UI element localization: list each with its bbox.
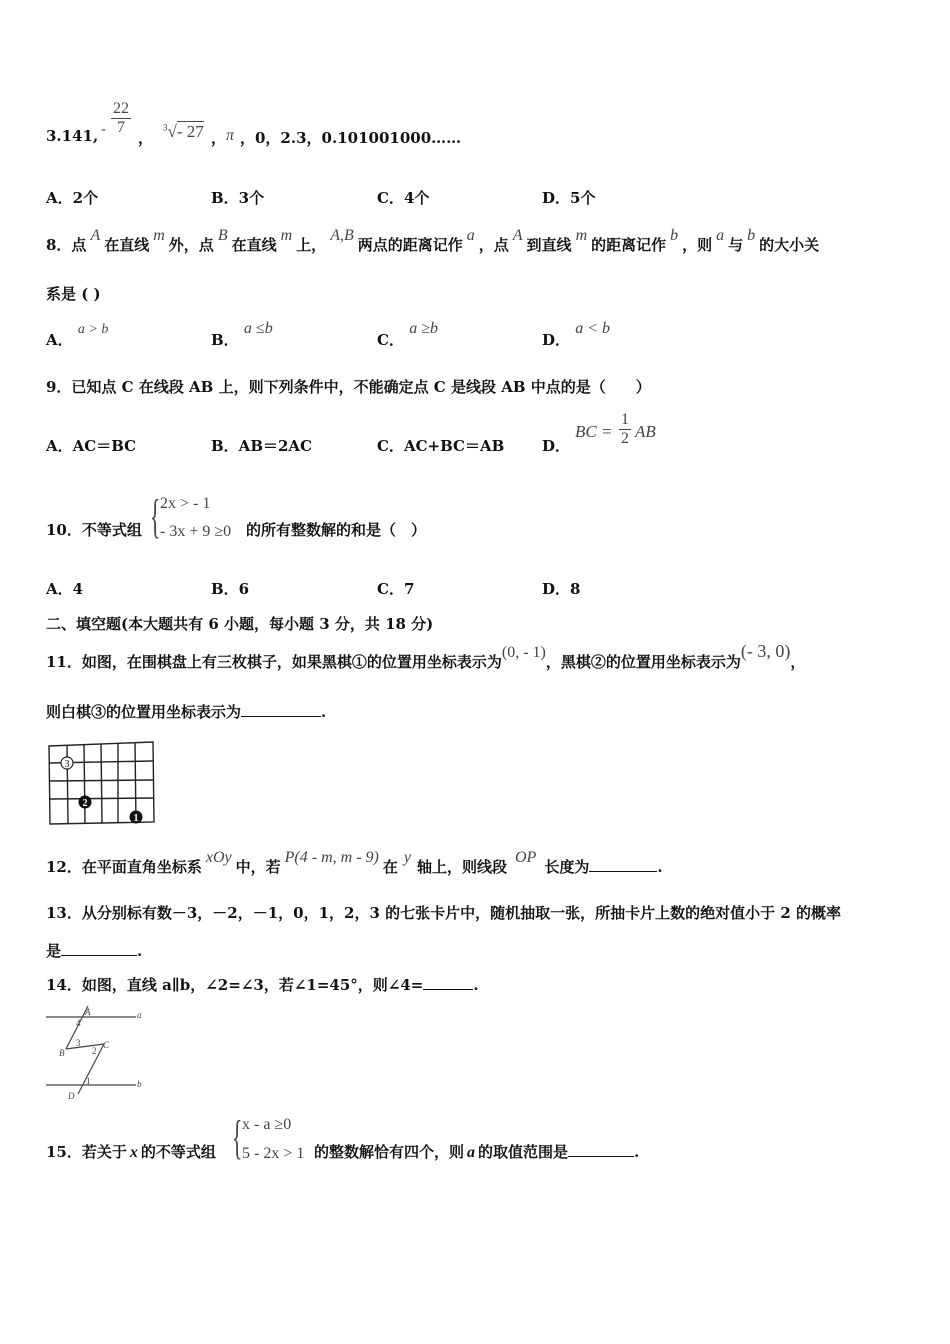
q8-option-b-label: B． [211,331,239,349]
q8-text-segment: 外，点 [168,236,214,254]
q13-line2 [46,940,142,961]
q8-math-symbol: a [716,227,725,244]
q7-minus: - [101,120,107,138]
q12-end: . [657,858,663,876]
q13-end: . [137,942,143,960]
q8-option-c [377,320,438,350]
q15-suffix1: 的整数解恰有四个，则 [314,1143,465,1161]
q7-option-a: A．2个 [46,189,99,207]
label-line-a: a [137,1010,142,1020]
q9-option-d [542,435,570,456]
q7-root-index: 3 [163,122,168,133]
q9-option-d-label: D． [542,437,571,455]
q15-suffix-line [314,1141,639,1162]
q7-option-d: D．5个 [542,189,596,207]
q10-prefix: 10．不等式组 [46,521,142,539]
label-angle-4: 4 [76,1018,81,1028]
q8-option-d-label: D． [542,331,571,349]
q9-d-rhs: AB [635,422,656,441]
q12-axis: y [403,849,411,866]
q10-suffix: 的所有整数解的和是（ ） [246,521,427,539]
q15-param: a [467,1144,476,1161]
q7-option-c: C．4个 [377,189,430,207]
q7-fraction [111,100,131,137]
q9-d-num: 1 [621,411,629,428]
q10-option-c: C．7 [377,580,415,598]
q15-prefix: 15．若关于 [46,1143,127,1161]
q11-coord2: (- 3, 0) [740,641,791,661]
q11-line1 [46,641,806,672]
q12-part4: 轴上，则线段 [416,858,507,876]
q10-option-b: B．6 [211,580,250,598]
q8-math-symbol: m [280,227,293,244]
q8-text-segment: 在直线 [104,236,150,254]
q10-brace: { [150,490,161,543]
q12-point: P(4 - m, m - 9) [284,849,379,866]
q8-line [46,227,820,255]
q8-math-symbol: m [575,227,588,244]
q8-text-segment: 与 [728,236,744,254]
q8-option-b-expr: a ≤b [243,320,273,337]
q8-text-segment: 8．点 [46,236,87,254]
q10-option-d: D．8 [542,580,581,598]
q8-text-segment: 上， [296,236,327,254]
q8-math-symbol: b [747,227,756,244]
q8-option-d-expr: a < b [575,320,611,337]
q8-text-segment: 两点的距离记作 [357,236,463,254]
q9-option-c: C．AC+BC＝AB [377,437,505,455]
parallel-lines-figure [44,1004,144,1102]
section-2-heading: 二、填空题(本大题共有 6 小题，每小题 3 分，共 18 分) [46,615,434,633]
q7-prefix: 3.141, [46,127,99,145]
label-angle-2: 2 [92,1046,97,1056]
q12-seg: OP [515,849,537,866]
q8-math-symbol: A [512,227,523,244]
q15-row2: 5 - 2x > 1 [242,1145,305,1162]
q10-system [150,490,250,545]
label-point-D: D [68,1091,75,1101]
label-point-A: A [85,1007,91,1017]
q8-option-a-expr: a > b [77,322,109,337]
q8-line2: 系是 ( ) [46,285,101,303]
q14-text: 14．如图，直线 a∥b，∠2=∠3，若∠1=45°，则∠4= [46,976,424,994]
q14-line [46,974,479,995]
q8-text-segment: 在直线 [231,236,277,254]
q10-row1: 2x > - 1 [160,495,211,512]
q11-answer-blank[interactable] [241,716,321,717]
q12-sys: xOy [205,849,232,866]
q8-math-symbol: B [217,227,228,244]
q8-option-a [46,322,109,350]
q7-frac-den: 7 [117,119,125,136]
q11-part1: 11．如图，在围棋盘上有三枚棋子，如果黑棋①的位置用坐标表示为 [46,653,502,671]
q12-part3: 在 [382,858,398,876]
q8-option-d [542,320,611,350]
q15-system [232,1111,316,1168]
label-line-b: b [137,1079,142,1089]
q11-part3: ， [790,653,806,671]
q7-suffix: ，0，2.3，0.101001000…… [240,129,462,147]
q12-part1: 12．在平面直角坐标系 [46,858,202,876]
q15-prefix-line [46,1141,216,1162]
svg-text:1: 1 [133,813,139,824]
q15-var: x [129,1144,138,1161]
label-angle-1: 1 [86,1076,91,1086]
q8-option-c-expr: a ≥b [409,320,438,337]
q9-option-a: A．AC＝BC [46,437,137,455]
q8-text-segment: ，则 [682,236,713,254]
q11-coord1: (0, - 1) [501,644,546,661]
q11-line2-text: 则白棋③的位置用坐标表示为 [46,703,242,721]
q8-math-symbol: a [466,227,475,244]
q7-pi: π [226,127,235,144]
q7-cube-root: $^3$√- 27 [163,122,204,141]
q10-option-a: A．4 [46,580,84,598]
q11-line2 [46,701,326,722]
q13-line1: 13．从分别标有数－3，－2，－1，0，1，2，3 的七张卡片中，随机抽取一张，所抽卡片上数的绝对值小于 2 的概率 [46,904,842,922]
q15-brace: { [232,1111,243,1164]
q7-sep1: ， [138,129,154,147]
q8-math-symbol: A,B [330,227,354,244]
q8-text-segment: ，点 [478,236,509,254]
q13-answer-blank[interactable] [61,955,137,956]
q15-row1: x - a ≥0 [242,1116,292,1133]
svg-text:2: 2 [82,798,88,809]
q13-line2-text: 是 [46,942,62,960]
q9-d-fraction [619,411,631,448]
q11-end: . [321,703,327,721]
q15-answer-blank[interactable] [568,1156,634,1157]
q8-text-segment: 到直线 [526,236,572,254]
white-stone-3 [61,757,73,770]
q15-suffix2: 的取值范围是 [478,1143,569,1161]
label-point-B: B [59,1048,65,1058]
q7-sep2: ， [211,129,227,147]
black-stone-2 [79,796,92,810]
q8-text-segment: 的大小关 [759,236,820,254]
q14-answer-blank[interactable] [423,989,473,990]
q8-option-c-label: C． [377,331,404,349]
q14-end: . [473,976,479,994]
label-point-C: C [103,1040,110,1050]
q8-math-symbol: A [90,227,101,244]
q12-part2: 中，若 [235,858,281,876]
q11-part2: ，黑棋②的位置用坐标表示为 [545,653,741,671]
q12-part5: 长度为 [544,858,590,876]
go-board-figure [46,740,156,826]
q8-math-symbol: b [670,227,679,244]
q8-option-b [211,320,273,350]
q15-mid: 的不等式组 [140,1143,216,1161]
q15-end: . [634,1143,640,1161]
q8-math-symbol: m [153,227,165,244]
q7-option-b: B．3个 [211,189,265,207]
q7-root-radicand: - 27 [176,122,204,141]
label-angle-3: 3 [76,1038,81,1048]
q7-frac-num: 22 [113,100,129,117]
svg-text:3: 3 [64,759,70,770]
q12-answer-blank[interactable] [589,871,657,872]
q10-row2: - 3x + 9 ≥0 [160,523,232,540]
q9-option-b: B．AB＝2AC [211,437,313,455]
q8-text-segment: 的距离记作 [591,236,667,254]
q8-option-a-label: A． [46,331,73,349]
q9-d-den: 2 [621,430,629,447]
q9-d-lhs: BC = [575,422,613,441]
q9-question: 9．已知点 C 在线段 AB 上，则下列条件中，不能确定点 C 是线段 AB 中点的是（ ） [46,378,651,396]
q12-line [46,849,663,877]
